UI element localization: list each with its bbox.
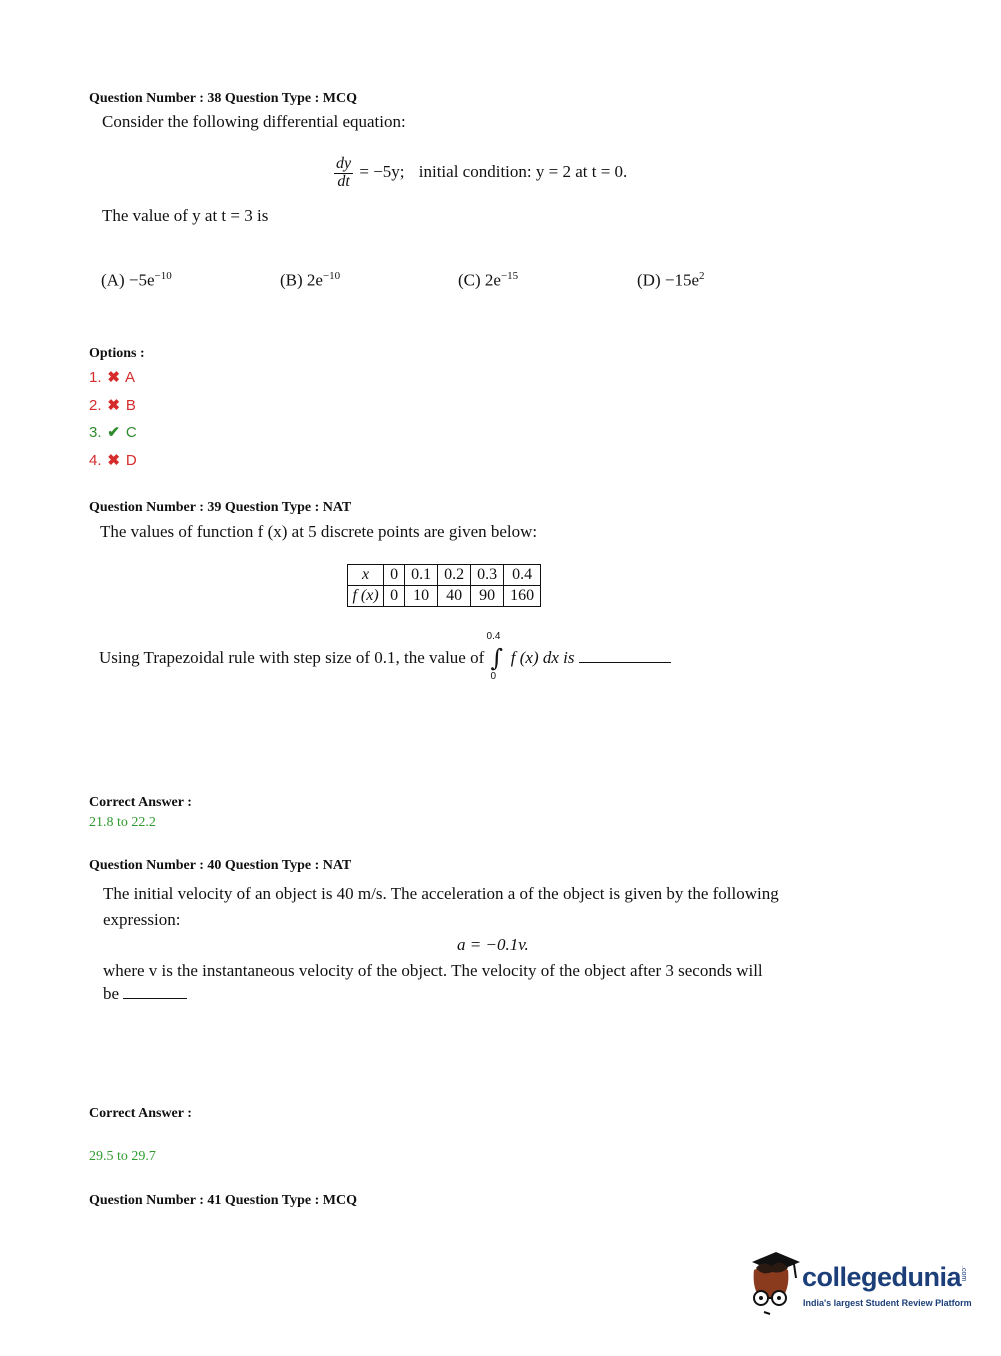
answer-blank [579,662,671,663]
q40-line4-text: be [103,984,120,1003]
choice-label: (A) [101,270,125,290]
q39-answer-label: Correct Answer : [89,795,192,810]
table-cell: 0 [384,586,405,607]
q40-header: Question Number : 40 Question Type : NAT [89,858,352,873]
table-cell: 0.1 [405,565,438,586]
choice-base: 2e [484,270,501,290]
q40-answer-value: 29.5 to 29.7 [89,1149,156,1164]
integral-lower-limit: 0 [490,671,497,683]
choice-base: −15e [664,270,699,290]
q38-derivative [334,156,353,191]
option-number: 2. [89,397,102,414]
table-cell: 90 [471,586,504,607]
option-text: C [125,424,137,441]
q40-equation: a = −0.1v. [457,935,529,954]
q38-options-label: Options : [89,346,145,361]
table-cell: 0.2 [438,565,471,586]
q40-line2: expression: [103,910,181,929]
q38-header: Question Number : 38 Question Type : MCQ [89,91,357,106]
q39-intro: The values of function f (x) at 5 discrete points are given below: [100,522,538,541]
q39-values-table [347,564,541,607]
brand-tagline: India's largest Student Review Platform [803,1298,972,1308]
table-cell: 160 [504,586,541,607]
q39-question-text: Using Trapezoidal rule with step size of 0.1, the value of [99,648,485,667]
option-2[interactable] [89,396,136,414]
check-icon: ✔ [107,424,120,441]
choice-label: (B) [280,270,303,290]
table-cell: 40 [438,586,471,607]
choice-label: (D) [637,270,661,290]
brand-name: collegedunia [802,1262,962,1292]
choice-exponent: −10 [322,270,341,282]
option-3[interactable] [89,423,137,441]
q39-question [99,631,671,683]
table-row [348,565,541,586]
mascot-icon [742,1248,802,1318]
q38-prompt: The value of y at t = 3 is [102,206,269,225]
option-text: D [125,452,137,469]
table-cell: x [348,565,384,586]
q38-choice-c [458,270,518,291]
q38-eq-condition: initial condition: y = 2 at t = 0. [418,162,628,182]
option-text: A [125,369,136,386]
q38-equation [334,156,627,191]
choice-label: (C) [458,270,481,290]
integral-upper-limit: 0.4 [486,631,501,643]
table-cell: 0.3 [471,565,504,586]
table-cell: 10 [405,586,438,607]
choice-base: −5e [128,270,155,290]
option-number: 1. [89,369,102,386]
choice-exponent: −15 [500,270,519,282]
option-text: B [125,397,136,414]
table-cell: 0.4 [504,565,541,586]
choice-exponent: −10 [154,270,172,282]
integral-sign: ∫ 0.4 0 [486,631,504,683]
table-cell: f (x) [348,586,384,607]
q40-line1: The initial velocity of an object is 40 m/s. The acceleration a of the object is given by the following [103,884,779,903]
q41-header: Question Number : 41 Question Type : MCQ [89,1193,357,1208]
q38-choice-d [637,270,705,291]
brand-suffix: .com [960,1266,967,1282]
q39-answer-value: 21.8 to 22.2 [89,815,156,830]
q40-answer-label: Correct Answer : [89,1106,192,1121]
brand-logo [742,1248,972,1318]
q38-intro: Consider the following differential equation: [102,112,406,131]
q39-integrand: f (x) dx is [510,648,575,667]
option-number: 4. [89,452,102,469]
choice-base: 2e [306,270,323,290]
table-row [348,586,541,607]
cross-icon: ✖ [107,369,120,386]
q38-eq-rhs: = −5y; [359,162,405,182]
q38-choice-b [280,270,340,291]
q38-eq-denominator: dt [337,172,350,190]
choice-exponent: 2 [699,270,705,282]
q38-choice-a [101,270,172,291]
table-cell: 0 [384,565,405,586]
cross-icon: ✖ [107,452,120,469]
option-number: 3. [89,424,102,441]
option-1[interactable] [89,368,135,386]
cross-icon: ✖ [107,397,120,414]
q38-eq-numerator: dy [336,155,352,172]
q40-line4 [103,984,187,1004]
answer-blank [123,998,187,999]
q40-line3: where v is the instantaneous velocity of the object. The velocity of the object after 3 seconds will [103,961,763,980]
option-4[interactable] [89,451,137,469]
q39-header: Question Number : 39 Question Type : NAT [89,500,352,515]
